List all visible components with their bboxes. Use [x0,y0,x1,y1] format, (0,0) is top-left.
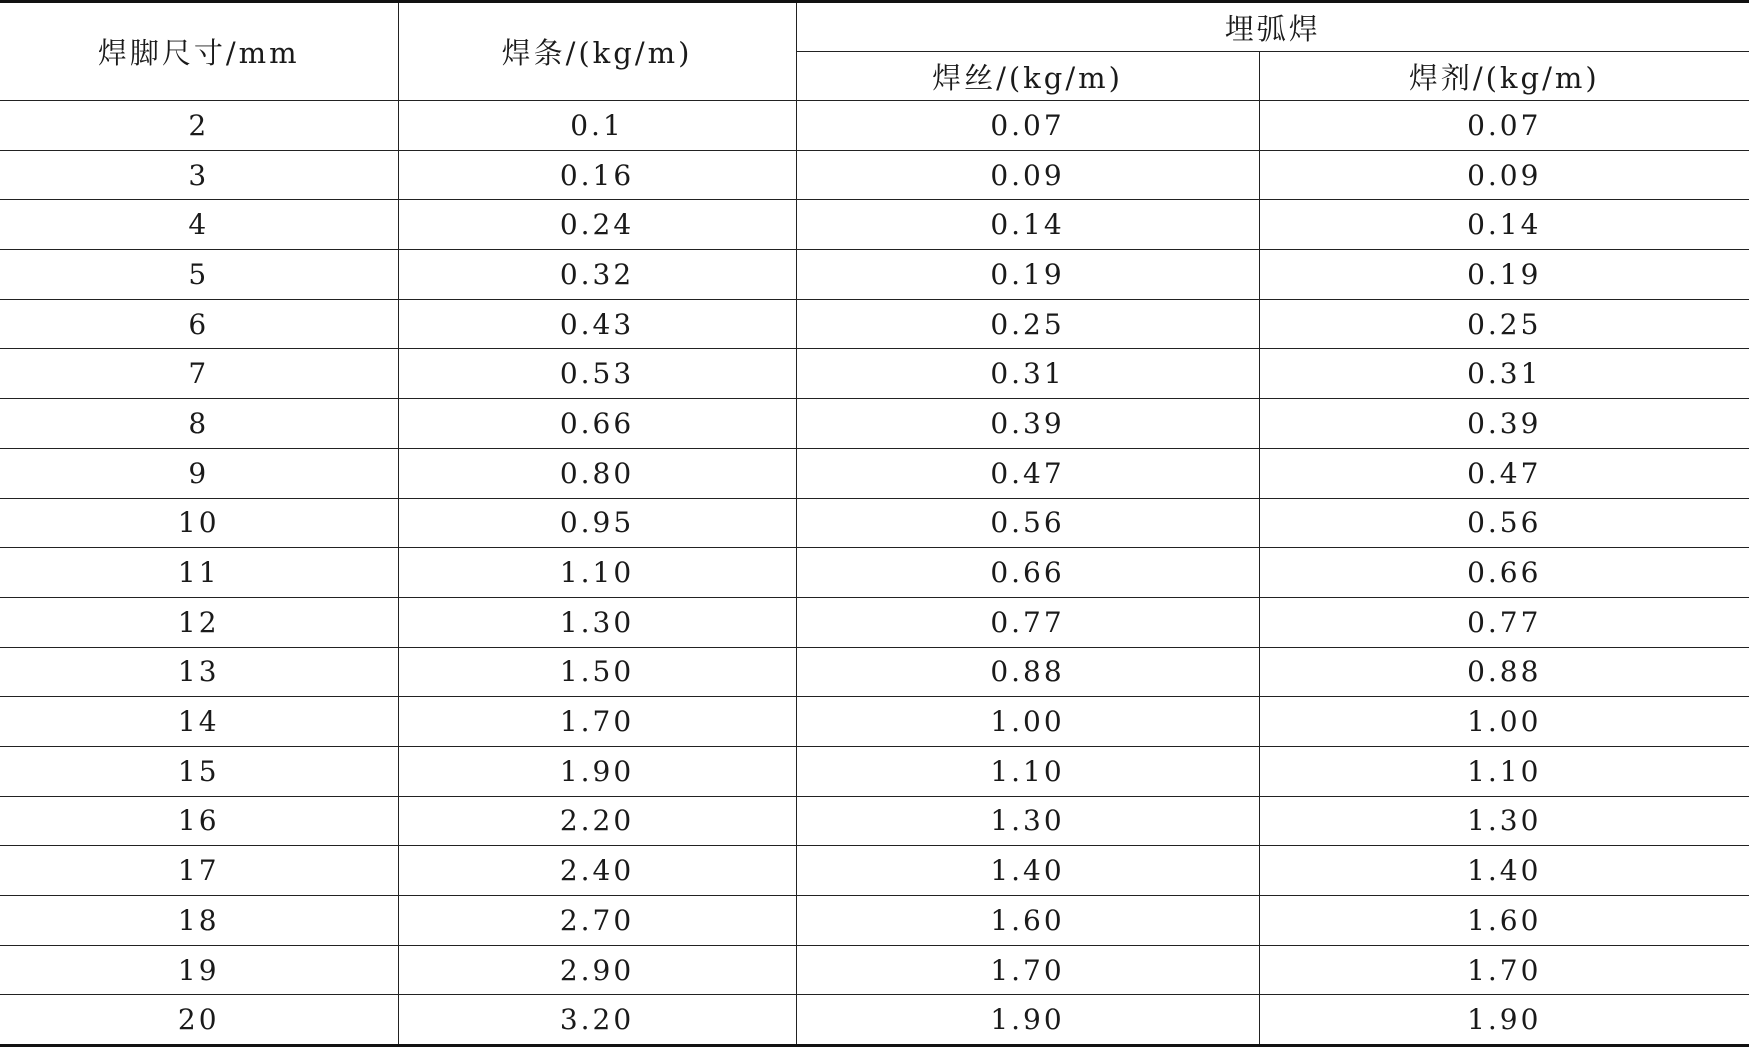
table-row [0,647,1749,697]
electrode-cell: 0.32 [398,250,796,300]
electrode-cell: 2.70 [398,896,796,946]
wire-cell: 0.66 [796,548,1259,598]
flux-cell: 0.25 [1259,299,1749,349]
table-body [0,101,1749,1046]
header-electrode: 焊条/(kg/m) [398,2,796,101]
flux-cell: 0.66 [1259,548,1749,598]
flux-cell: 0.77 [1259,597,1749,647]
table-row [0,200,1749,250]
wire-cell: 0.25 [796,299,1259,349]
table-row [0,250,1749,300]
wire-cell: 1.00 [796,697,1259,747]
flux-cell: 1.30 [1259,796,1749,846]
leg-size-cell: 19 [0,945,398,995]
leg-size-cell: 13 [0,647,398,697]
leg-size-cell: 4 [0,200,398,250]
electrode-cell: 0.53 [398,349,796,399]
flux-cell: 1.70 [1259,945,1749,995]
flux-cell: 0.56 [1259,498,1749,548]
electrode-cell: 2.90 [398,945,796,995]
flux-cell: 1.40 [1259,846,1749,896]
header-leg-size: 焊脚尺寸/mm [0,2,398,101]
wire-cell: 0.47 [796,448,1259,498]
electrode-cell: 1.70 [398,697,796,747]
electrode-cell: 1.90 [398,746,796,796]
electrode-cell: 0.1 [398,101,796,151]
header-wire: 焊丝/(kg/m) [796,52,1259,101]
flux-cell: 0.31 [1259,349,1749,399]
leg-size-cell: 15 [0,746,398,796]
table-row [0,896,1749,946]
leg-size-cell: 5 [0,250,398,300]
wire-cell: 0.19 [796,250,1259,300]
flux-cell: 0.07 [1259,101,1749,151]
flux-cell: 0.19 [1259,250,1749,300]
electrode-cell: 0.95 [398,498,796,548]
wire-cell: 0.88 [796,647,1259,697]
leg-size-cell: 16 [0,796,398,846]
leg-size-cell: 14 [0,697,398,747]
leg-size-cell: 7 [0,349,398,399]
table-row [0,498,1749,548]
electrode-cell: 2.40 [398,846,796,896]
wire-cell: 1.40 [796,846,1259,896]
wire-cell: 1.60 [796,896,1259,946]
electrode-cell: 0.16 [398,150,796,200]
electrode-cell: 0.66 [398,399,796,449]
table-row [0,101,1749,151]
leg-size-cell: 9 [0,448,398,498]
header-row-1 [0,2,1749,52]
flux-cell: 1.10 [1259,746,1749,796]
flux-cell: 1.90 [1259,995,1749,1046]
table-row [0,697,1749,747]
electrode-cell: 0.24 [398,200,796,250]
electrode-cell: 3.20 [398,995,796,1046]
electrode-cell: 0.80 [398,448,796,498]
table-row [0,846,1749,896]
table-row [0,399,1749,449]
wire-cell: 0.14 [796,200,1259,250]
table-row [0,299,1749,349]
leg-size-cell: 3 [0,150,398,200]
table-row [0,597,1749,647]
table-row [0,349,1749,399]
table-row [0,796,1749,846]
wire-cell: 1.30 [796,796,1259,846]
wire-cell: 0.09 [796,150,1259,200]
wire-cell: 0.31 [796,349,1259,399]
electrode-cell: 1.50 [398,647,796,697]
table-row [0,995,1749,1046]
electrode-cell: 0.43 [398,299,796,349]
flux-cell: 1.60 [1259,896,1749,946]
wire-cell: 1.10 [796,746,1259,796]
table-row [0,448,1749,498]
flux-cell: 0.47 [1259,448,1749,498]
header-submerged-arc-welding: 埋弧焊 [796,2,1749,52]
wire-cell: 1.90 [796,995,1259,1046]
flux-cell: 0.09 [1259,150,1749,200]
electrode-cell: 2.20 [398,796,796,846]
wire-cell: 0.56 [796,498,1259,548]
leg-size-cell: 8 [0,399,398,449]
wire-cell: 0.39 [796,399,1259,449]
leg-size-cell: 11 [0,548,398,598]
flux-cell: 0.14 [1259,200,1749,250]
leg-size-cell: 17 [0,846,398,896]
leg-size-cell: 2 [0,101,398,151]
leg-size-cell: 10 [0,498,398,548]
electrode-cell: 1.10 [398,548,796,598]
leg-size-cell: 18 [0,896,398,946]
table-row [0,548,1749,598]
table-row [0,945,1749,995]
wire-cell: 1.70 [796,945,1259,995]
table-row [0,150,1749,200]
leg-size-cell: 12 [0,597,398,647]
leg-size-cell: 6 [0,299,398,349]
flux-cell: 0.39 [1259,399,1749,449]
table-row [0,746,1749,796]
header-flux: 焊剂/(kg/m) [1259,52,1749,101]
flux-cell: 0.88 [1259,647,1749,697]
leg-size-cell: 20 [0,995,398,1046]
wire-cell: 0.07 [796,101,1259,151]
electrode-cell: 1.30 [398,597,796,647]
flux-cell: 1.00 [1259,697,1749,747]
wire-cell: 0.77 [796,597,1259,647]
